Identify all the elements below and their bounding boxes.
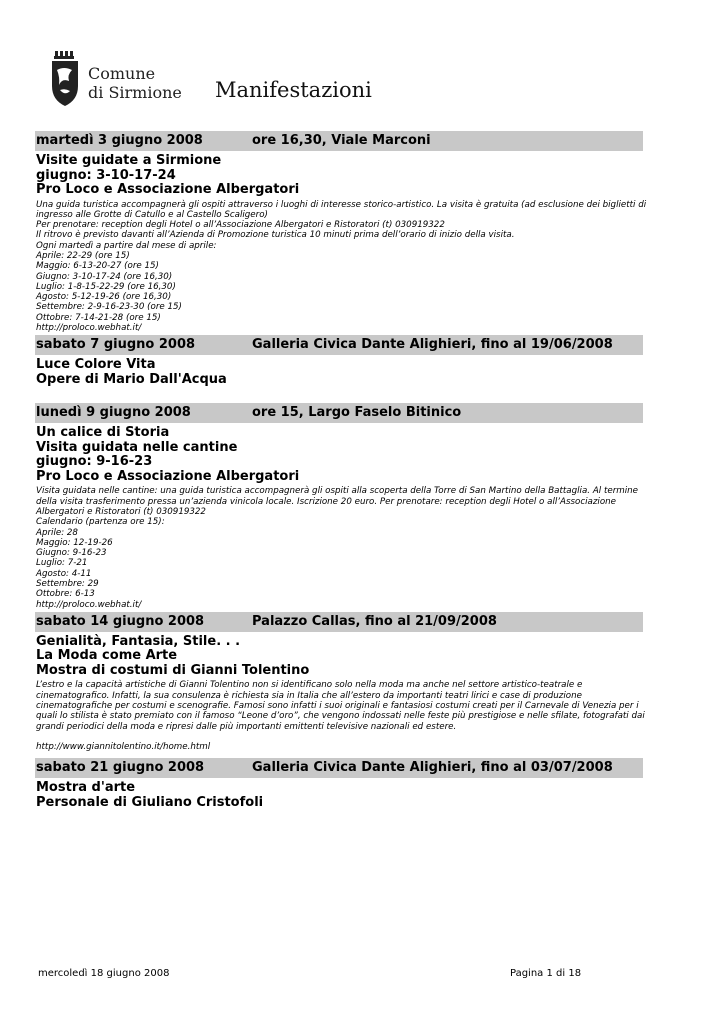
event-heading: Mostra d'arte xyxy=(36,780,136,796)
event-date: sabato 7 giugno 2008 xyxy=(36,337,196,353)
event-description xyxy=(36,199,647,334)
event-header-bar xyxy=(35,403,643,423)
event-detail-line: Una guida turistica accompagnerà gli ospiti attraverso i luoghi di interesse storico-artistico. La visita è gratuita (ad esclusione dei biglietti di xyxy=(36,199,647,210)
coat-of-arms-icon xyxy=(50,48,80,108)
event-detail-line: ingresso alle Grotte di Catullo e al Castello Scaligero) xyxy=(36,209,268,220)
event-detail-line: Albergatori e Ristoratori (t) 030919322 xyxy=(36,506,206,517)
event-entry xyxy=(35,131,647,335)
event-place: ore 15, Largo Faselo Bitinico xyxy=(252,405,462,421)
event-entry xyxy=(35,758,643,810)
event-place: Galleria Civica Dante Alighieri, fino al 03/07/2008 xyxy=(252,760,613,776)
event-entry xyxy=(35,403,643,612)
event-detail-line: Giugno: 3-10-17-24 (ore 16,30) xyxy=(36,271,173,282)
event-heading: Personale di Giuliano Cristofoli xyxy=(36,794,264,810)
municipality-line1: Comune xyxy=(88,64,156,83)
event-detail-line: Agosto: 5-12-19-26 (ore 16,30) xyxy=(36,292,172,303)
event-detail-line: grandi periodici della moda e ripresi dalle più importanti emittenti televisive nazionali ed estere. xyxy=(36,721,457,732)
event-date: sabato 14 giugno 2008 xyxy=(36,613,205,629)
page-title: Manifestazioni xyxy=(215,78,372,102)
event-detail-line: cinematografico. Infatti, la sua consulenza è richiesta sia in Italia che all’estero da importanti teatri lirici e case di produzione xyxy=(36,690,582,701)
event-detail-line: L’estro e la capacità artistiche di Gianni Tolentino non si identificano solo nella moda ma anche nel settore artistico-teatrale e xyxy=(36,680,583,691)
event-heading: Un calice di Storia xyxy=(36,425,170,441)
event-entry xyxy=(35,612,643,758)
event-detail-line: Visita guidata nelle cantine: una guida turistica accompagnerà gli ospiti alla scoperta della Torre di San Martino della Battaglia. Al termine xyxy=(36,486,638,497)
event-detail-line: della visita trasferimento pressa un’azienda vinicola locale. Iscrizione 20 euro. Per prenotare: reception degli Hotel o all’Associazione xyxy=(36,496,617,507)
event-description xyxy=(36,680,643,752)
event-detail-line: cinematografiche per costumi e scenografie. Famosi sono infatti i suoi originali e fantasiosi costumi creati per il Carnevale di Venezia per i xyxy=(36,701,639,712)
event-entry xyxy=(35,335,643,403)
page-header xyxy=(50,48,650,108)
event-detail-line: Aprile: 22-29 (ore 15) xyxy=(36,250,130,261)
event-description xyxy=(36,486,643,610)
events-list xyxy=(35,131,647,810)
event-link[interactable]: http://proloco.webhat.it/ xyxy=(36,323,142,334)
event-detail-line: Maggio: 12-19-26 xyxy=(36,537,113,548)
event-detail-line: Settembre: 29 xyxy=(36,579,99,590)
event-heading: Luce Colore Vita xyxy=(36,357,156,373)
event-detail-line: Calendario (partenza ore 15): xyxy=(36,517,165,528)
event-detail-line: Ottobre: 6-13 xyxy=(36,589,95,600)
event-place: Galleria Civica Dante Alighieri, fino al 19/06/2008 xyxy=(252,337,613,353)
event-date: martedì 3 giugno 2008 xyxy=(36,133,203,148)
event-heading: Opere di Mario Dall'Acqua xyxy=(36,371,227,387)
event-heading: Mostra di costumi di Gianni Tolentino xyxy=(36,662,310,678)
footer-page-number: Pagina 1 di 18 xyxy=(510,968,582,979)
footer-date: mercoledì 18 giugno 2008 xyxy=(38,968,170,979)
event-heading: giugno: 9-16-23 xyxy=(36,454,153,470)
event-detail-line xyxy=(36,732,643,742)
event-heading: Genialità, Fantasia, Stile. . . xyxy=(36,633,241,649)
event-header-bar xyxy=(35,612,643,632)
event-header-bar xyxy=(35,131,643,151)
municipality-name xyxy=(88,64,182,102)
event-heading: giugno: 3-10-17-24 xyxy=(36,167,176,183)
event-detail-line: Maggio: 6-13-20-27 (ore 15) xyxy=(36,261,159,272)
event-detail-line: Agosto: 4-11 xyxy=(36,568,92,579)
event-detail-line: Ottobre: 7-14-21-28 (ore 15) xyxy=(36,312,161,323)
event-link[interactable]: http://proloco.webhat.it/ xyxy=(36,599,142,610)
event-detail-line: Per prenotare: reception degli Hotel o all’Associazione Albergatori e Ristoratori (t) 030919322 xyxy=(36,220,445,231)
event-detail-line: Luglio: 1-8-15-22-29 (ore 16,30) xyxy=(36,281,176,292)
event-detail-line: Ogni martedì a partire dal mese di aprile: xyxy=(36,240,217,251)
event-place: ore 16,30, Viale Marconi xyxy=(252,133,431,148)
event-heading: Pro Loco e Associazione Albergatori xyxy=(36,468,300,484)
event-link[interactable]: http://www.giannitolentino.it/home.html xyxy=(36,741,211,752)
event-detail-line: Il ritrovo è previsto davanti all’Azienda di Promozione turistica 10 minuti prima dell’orario di inizio della visita. xyxy=(36,230,515,241)
event-header-bar xyxy=(35,335,643,355)
municipality-line2: di Sirmione xyxy=(88,83,182,102)
event-detail-line: Luglio: 7-21 xyxy=(36,558,88,569)
event-detail-line: Aprile: 28 xyxy=(36,527,78,538)
event-heading: Visite guidate a Sirmione xyxy=(36,153,222,168)
event-date: sabato 21 giugno 2008 xyxy=(36,760,205,776)
event-detail-line: quali lo stilista è stato premiato con il famoso “Leone d’oro”, che vengono indossati nelle feste più prestigiose e nelle sfilate, fotografati dai xyxy=(36,711,645,722)
event-detail-line: Giugno: 9-16-23 xyxy=(36,548,107,559)
event-heading: La Moda come Arte xyxy=(36,648,178,664)
event-date: lunedì 9 giugno 2008 xyxy=(36,405,191,421)
event-place: Palazzo Callas, fino al 21/09/2008 xyxy=(252,613,497,629)
event-detail-line: Settembre: 2-9-16-23-30 (ore 15) xyxy=(36,302,182,313)
event-header-bar xyxy=(35,758,643,778)
event-heading: Pro Loco e Associazione Albergatori xyxy=(36,182,300,197)
event-heading: Visita guidata nelle cantine xyxy=(36,439,238,455)
